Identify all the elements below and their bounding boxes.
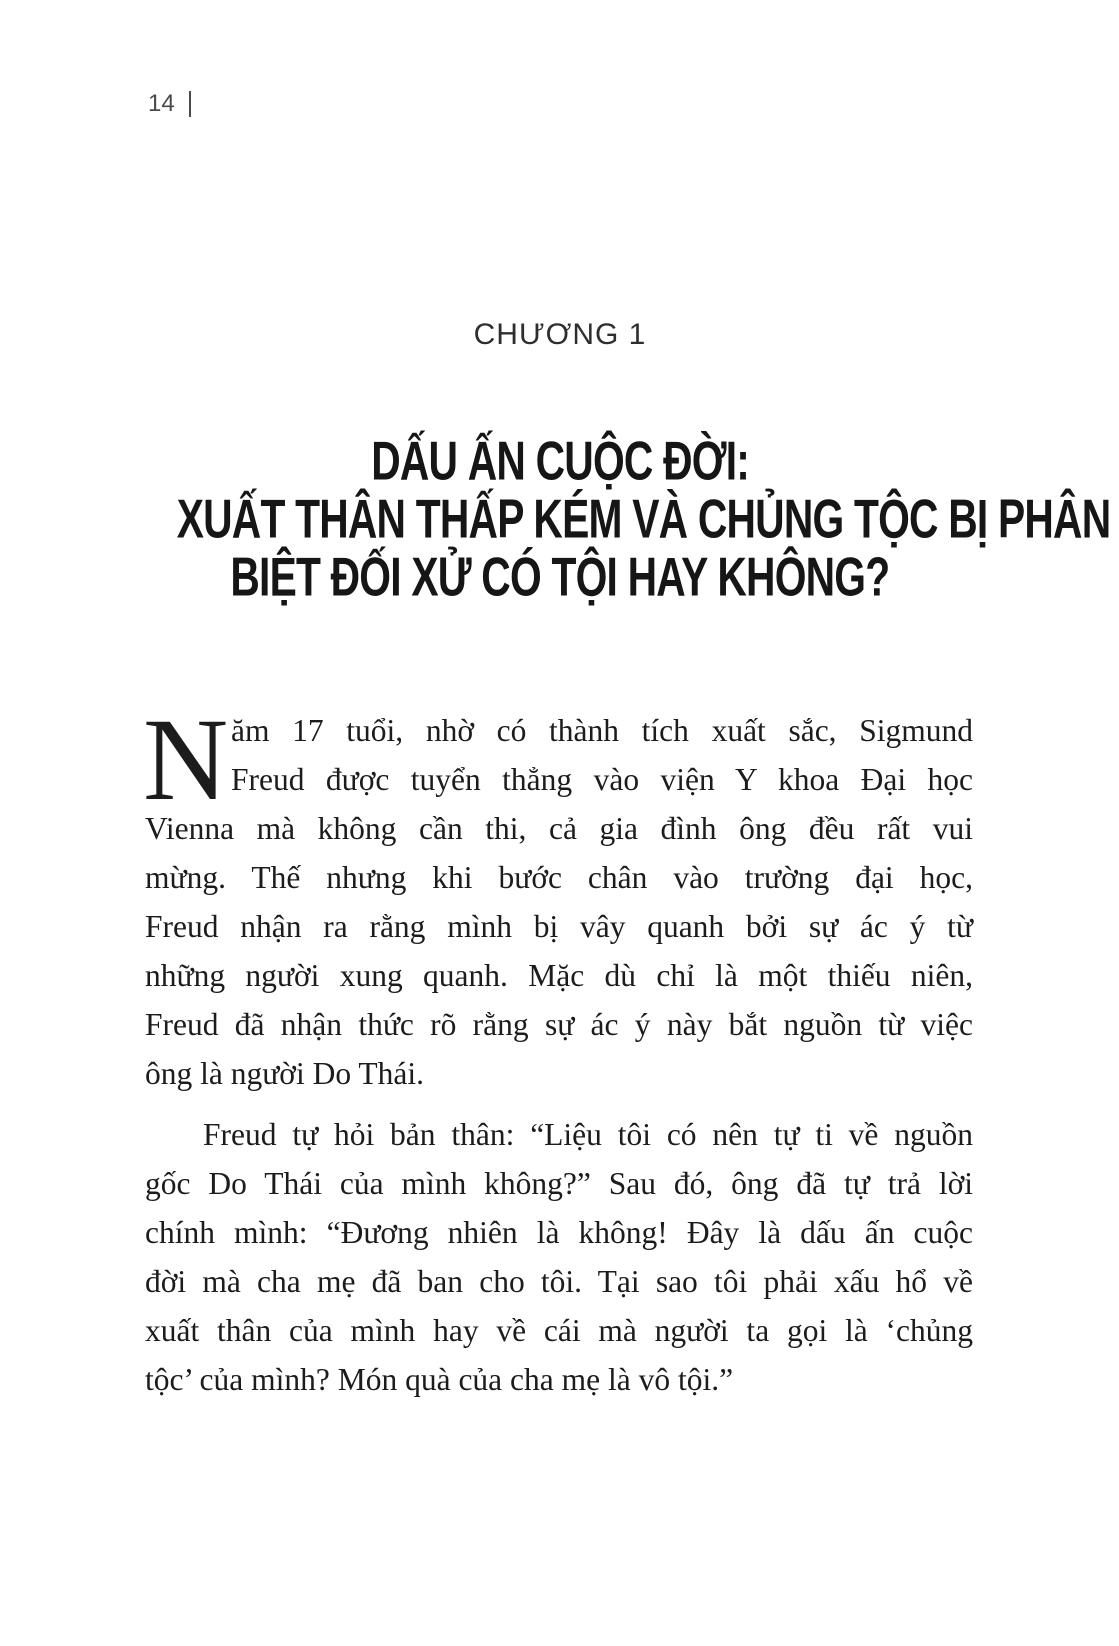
body-text-line: chính mình: “Đương nhiên là không! Đây là dấu ấn cuộc: [145, 1215, 973, 1250]
body-text-line: tộc’ của mình? Món quà của cha mẹ là vô tội.”: [145, 1362, 734, 1397]
chapter-title-line: XUẤT THÂN THẤP KÉM VÀ CHỦNG TỘC BỊ PHÂN: [176, 487, 1111, 550]
body-text: [143, 694, 973, 1404]
body-text-line: Vienna mà không cần thi, cả gia đình ông đều rất vui: [145, 811, 973, 846]
body-text-line: gốc Do Thái của mình không?” Sau đó, ông đã tự trả lời: [145, 1166, 973, 1201]
chapter-title: [60, 429, 1111, 608]
chapter-label: CHƯƠNG 1: [473, 318, 647, 351]
chapter-title-line: DẤU ẤN CUỘC ĐỜI:: [371, 429, 749, 492]
running-header: [148, 90, 191, 118]
chapter-title-line: BIỆT ĐỐI XỬ CÓ TỘI HAY KHÔNG?: [230, 545, 890, 608]
paragraph-1: [143, 694, 973, 1098]
page-number: 14: [148, 90, 175, 117]
paragraph-1-lines: [143, 694, 973, 1098]
body-text-line: đời mà cha mẹ đã ban cho tôi. Tại sao tôi phải xấu hổ về: [145, 1264, 973, 1299]
paragraph-2-lines: [145, 1110, 973, 1404]
body-text-line: Freud tự hỏi bản thân: “Liệu tôi có nên tự ti về nguồn: [203, 1117, 973, 1152]
body-text-line: Freud đã nhận thức rõ rằng sự ác ý này bắt nguồn từ việc: [145, 1007, 973, 1042]
paragraph-2: [145, 1110, 973, 1404]
body-text-line: mừng. Thế nhưng khi bước chân vào trường đại học,: [145, 860, 973, 895]
header-divider-bar: [189, 91, 191, 117]
body-text-line: Freud được tuyển thẳng vào viện Y khoa Đại học: [231, 762, 973, 797]
body-text-line: Freud nhận ra rằng mình bị vây quanh bởi sự ác ý từ: [145, 909, 973, 944]
body-text-line: những người xung quanh. Mặc dù chỉ là một thiếu niên,: [145, 958, 973, 993]
body-text-line: ăm 17 tuổi, nhờ có thành tích xuất sắc, Sigmund: [231, 713, 973, 748]
drop-cap: N: [143, 694, 229, 825]
body-text-line: ông là người Do Thái.: [145, 1056, 424, 1091]
body-text-line: xuất thân của mình hay về cái mà người ta gọi là ‘chủng: [145, 1313, 973, 1348]
